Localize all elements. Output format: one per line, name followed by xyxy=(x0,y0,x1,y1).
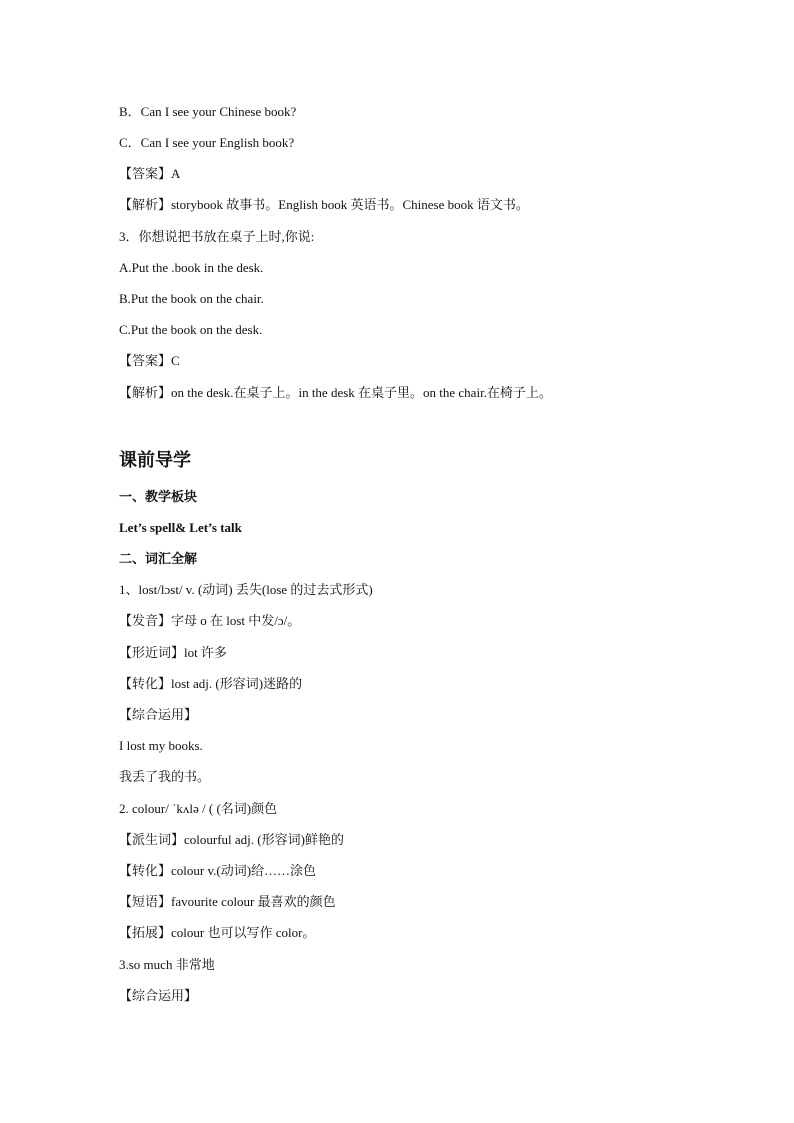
option-c-on-desk: C.Put the book on the desk. xyxy=(119,322,263,337)
comprehensive-use-2: 【综合运用】 xyxy=(119,988,198,1003)
option-a-in-desk: A.Put the .book in the desk. xyxy=(119,260,264,275)
vocab-colour-phrase: 【短语】favourite colour 最喜欢的颜色 xyxy=(119,894,336,909)
example-sentence-zh: 我丢了我的书。 xyxy=(119,769,211,784)
vocab-lost: 1、lost/lɔst/ v. (动词) 丢失(lose 的过去式形式) xyxy=(119,582,373,597)
option-c-english-book: C．Can I see your English book? xyxy=(119,135,295,150)
option-b-chinese-book: B．Can I see your Chinese book? xyxy=(119,104,297,119)
question-3: 3．你想说把书放在桌子上时,你说: xyxy=(119,229,315,244)
option-b-on-chair: B.Put the book on the chair. xyxy=(119,291,264,306)
vocab-lost-conversion: 【转化】lost adj. (形容词)迷路的 xyxy=(119,676,303,691)
comprehensive-use-1: 【综合运用】 xyxy=(119,707,198,722)
vocab-colour-derivative: 【派生词】colourful adj. (形容词)鲜艳的 xyxy=(119,832,344,847)
answer-c: 【答案】C xyxy=(119,353,180,368)
vocab-lost-similar: 【形近词】lot 许多 xyxy=(119,645,227,660)
vocab-so-much: 3.so much 非常地 xyxy=(119,957,215,972)
subsection-vocabulary: 二、词汇全解 xyxy=(119,551,198,566)
vocab-lost-pronunciation: 【发音】字母 o 在 lost 中发/ɔ/。 xyxy=(119,613,301,628)
subsection-teaching-block: 一、教学板块 xyxy=(119,489,198,504)
answer-a: 【答案】A xyxy=(119,166,181,181)
section-title: 课前导学 xyxy=(119,450,191,470)
lesson-title: Let’s spell& Let’s talk xyxy=(119,520,242,535)
analysis-2: 【解析】on the desk.在桌子上。in the desk 在桌子里。on the chair.在椅子上。 xyxy=(119,385,552,400)
vocab-colour-conversion: 【转化】colour v.(动词)给……涂色 xyxy=(119,863,317,878)
example-sentence-en: I lost my books. xyxy=(119,738,203,753)
analysis-1: 【解析】storybook 故事书。English book 英语书。Chinese book 语文书。 xyxy=(119,197,529,212)
vocab-colour-extension: 【拓展】colour 也可以写作 color。 xyxy=(119,925,316,940)
vocab-colour: 2. colour/ ˈkʌlə / ( (名词)颜色 xyxy=(119,801,278,816)
